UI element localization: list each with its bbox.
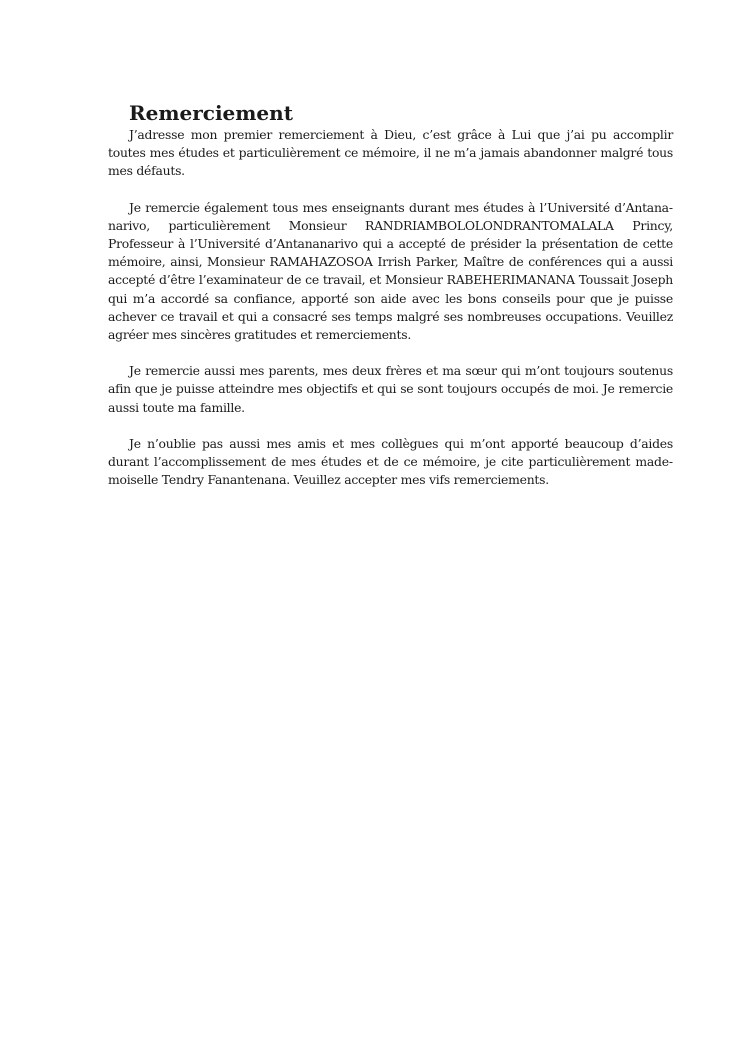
page-title: Remerciement: [129, 101, 293, 125]
paragraph-thanks-friends: Je n’oublie pas aussi mes amis et mes collègues qui m’ont apporté beaucoup d’aides durant l’accomplissement de mes études et de ce mémoire, je cite particulièrement mademoiselle Tendry Fanantenana. Veuillez accepter mes vifs remerciements.: [108, 435, 673, 488]
paragraph-thanks-family: Je remercie aussi mes parents, mes deux frères et ma sœur qui m’ont toujours soutenus afin que je puisse atteindre mes objectifs et qui se sont toujours occupés de moi. Je remercie aussi toute ma famille.: [108, 363, 673, 415]
paragraph-thanks-teachers: Je remercie également tous mes enseignants durant mes études à l’Université d’Antananarivo, particulièrement Monsieur RANDRIAMBOLOLONDRANTOMALALA Princy, Professeur à l’Université d’Antananarivo qui a accepté de présider la présentation de cette mémoire, ainsi, Monsieur RAMAHAZOSOA Irrish Parker, Maître de conférences qui a aussi accepté d’être l’examinateur de ce travail, et Monsieur RABEHERIMANANA Toussait Joseph qui m’a accordé sa confiance, apporté son aide avec les bons conseils pour que je puisse achever ce travail et qui a consacré ses temps malgré ses nombreuses occupations. Veuillez agréer mes sincères gratitudes et remerciements.: [108, 199, 673, 343]
paragraph-thanks-god: J’adresse mon premier remerciement à Dieu, c’est grâce à Lui que j’ai pu accomplir toutes mes études et particulièrement ce mémoire, il ne m’a jamais abandonner malgré tous mes défauts.: [108, 127, 673, 179]
acknowledgements-section: [108, 100, 673, 489]
